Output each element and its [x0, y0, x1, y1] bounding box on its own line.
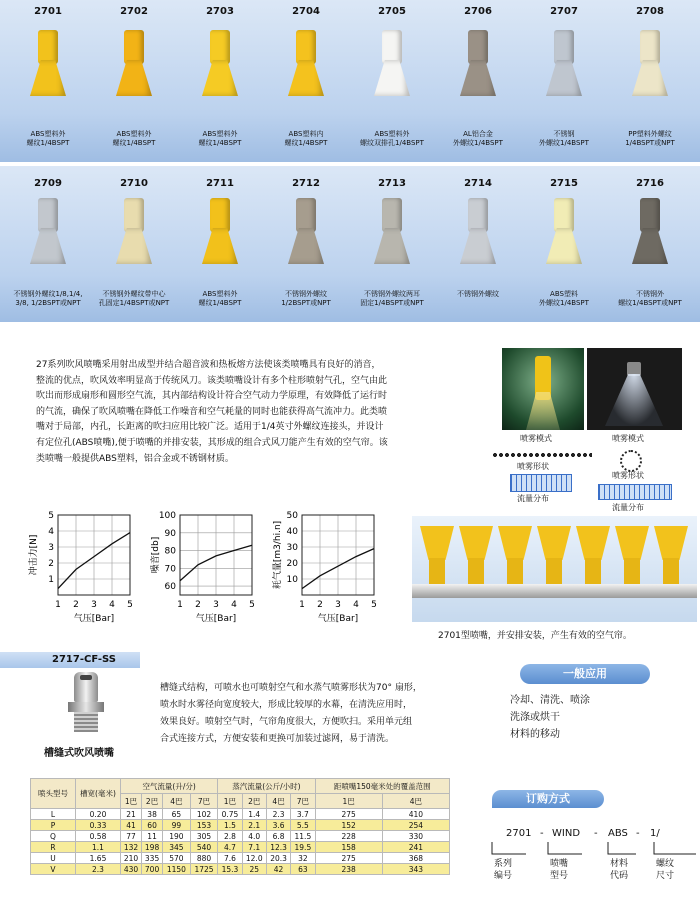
product-caption: ABS塑料外 [116, 130, 152, 138]
x-tick-label: 2 [195, 600, 201, 610]
product-caption: ABS塑料 [550, 290, 578, 298]
table-cell: 99 [163, 820, 191, 831]
table-cell: 2.8 [218, 831, 242, 842]
table-cell: 15.3 [218, 864, 242, 875]
intro-line: 整流的优点，吹风效率明显高于传统风刀。该类喷嘴设计有多个柱形喷射气孔，空气由此 [36, 375, 388, 386]
product-caption: 1/2BSPT或NPT [281, 299, 331, 307]
table-cell: 880 [190, 853, 218, 864]
product-code: 2713 [378, 178, 406, 189]
slot-nozzle-image [66, 672, 106, 732]
product-code: 2705 [378, 6, 406, 17]
nozzle-image [636, 30, 664, 100]
product-code: 2709 [34, 178, 62, 189]
nozzle-image [636, 198, 664, 268]
product-2705 [350, 6, 434, 156]
product-caption: 不锈钢外 [636, 290, 664, 298]
spray-shape-label-right: 喷雾形状 [612, 471, 644, 480]
table-cell: 700 [142, 864, 163, 875]
table-cell: 6.8 [266, 831, 290, 842]
y-tick-label: 90 [164, 528, 176, 539]
table-cell: 12.0 [242, 853, 266, 864]
product-caption: 螺纹1/4BSPT或NPT [618, 299, 682, 307]
table-cell: 190 [163, 831, 191, 842]
y-tick-label: 40 [286, 527, 298, 537]
table-cell: 1150 [163, 864, 191, 875]
table-cell: 2.3 [76, 864, 121, 875]
model-number: 2717-CF-SS [52, 654, 116, 665]
table-row [31, 820, 450, 831]
intro-line: 有定位孔(ABS喷嘴),便于喷嘴的并排安装，其形成的组合式风刀能产生有效的空气帘。该 [36, 437, 388, 448]
product-caption: 螺纹1/4BSPT [112, 139, 156, 147]
product-2701 [6, 6, 90, 156]
y-axis-label: 噪音[db] [151, 536, 161, 574]
table-cell: 3.7 [291, 809, 315, 820]
product-caption: 螺纹双排孔1/4BSPT [360, 139, 424, 147]
x-axis-label: 气压[Bar] [317, 614, 359, 624]
application-item: 洗涤或烘干 [510, 712, 560, 723]
product-caption: 螺纹1/4BSPT [284, 139, 328, 147]
table-cell: L [31, 809, 76, 820]
slot-line: 效果良好。喷射空气时，气帘角度很大，方便吹扫。采用单元组 [160, 717, 413, 727]
table-cell: R [31, 842, 76, 853]
table-cell: 19.5 [291, 842, 315, 853]
table-cell: 0.20 [76, 809, 121, 820]
product-2716 [608, 178, 692, 328]
table-cell: 3.6 [266, 820, 290, 831]
row-nozzle [498, 526, 532, 584]
slot-line: 槽缝式结构，可喷水也可喷射空气和水蒸气喷雾形状为70° 扇形， [160, 683, 422, 693]
col-header-coverage: 距喷嘴150毫米处的覆盖范围 [315, 779, 449, 794]
table-cell: 132 [121, 842, 142, 853]
table-cell: 1.1 [76, 842, 121, 853]
product-caption: 不锈钢 [553, 130, 575, 138]
nozzle-image [464, 30, 492, 100]
row-nozzle [459, 526, 493, 584]
y-tick-label: 70 [164, 564, 176, 575]
y-tick-label: 100 [158, 511, 176, 521]
product-caption: ABS塑料内 [288, 130, 324, 138]
order-material: ABS [608, 828, 628, 839]
product-caption: 螺纹1/4BSPT [198, 139, 242, 147]
table-cell: 410 [382, 809, 449, 820]
table-cell: 241 [382, 842, 449, 853]
table-cell: 275 [315, 853, 382, 864]
x-tick-label: 1 [177, 600, 183, 610]
table-cell: 4.0 [242, 831, 266, 842]
product-2709 [6, 178, 90, 328]
intro-line: 类喷嘴一般提供ABS塑料，铝合金或不锈钢材质。 [36, 453, 234, 464]
x-tick-label: 4 [353, 600, 359, 610]
flow-distribution-grid-right [598, 484, 672, 500]
y-tick-label: 5 [48, 511, 54, 521]
table-cell: 41 [121, 820, 142, 831]
table-cell: 152 [315, 820, 382, 831]
product-caption: 不锈钢外螺纹 [457, 290, 499, 298]
table-cell: 345 [163, 842, 191, 853]
table-cell: 7.1 [242, 842, 266, 853]
y-tick-label: 3 [48, 543, 54, 553]
table-cell: P [31, 820, 76, 831]
product-2706 [436, 6, 520, 156]
product-caption: AL铝合金 [463, 130, 493, 138]
table-cell: V [31, 864, 76, 875]
product-caption: 外螺纹1/4BSPT [539, 299, 589, 307]
product-2703 [178, 6, 262, 156]
table-cell: 540 [190, 842, 218, 853]
order-model: WIND [552, 828, 581, 839]
x-tick-label: 5 [127, 600, 133, 610]
y-tick-label: 1 [48, 575, 54, 585]
col-header-type: 喷头型号 [31, 779, 76, 809]
table-cell: 38 [142, 809, 163, 820]
table-row [31, 864, 450, 875]
product-2707 [522, 6, 606, 156]
table-cell: 1.4 [242, 809, 266, 820]
slot-line: 喷水时水雾径向宽度较大，形成比较厚的水幕，在清洗应用时， [160, 700, 413, 710]
table-cell: 2.3 [266, 809, 290, 820]
row-install-photo [412, 516, 697, 622]
y-tick-label: 30 [286, 543, 298, 553]
nozzle-image [34, 198, 62, 268]
spray-mode-label-right: 喷雾模式 [612, 434, 644, 443]
product-caption: ABS塑料外 [202, 130, 238, 138]
y-tick-label: 80 [164, 546, 176, 557]
x-tick-label: 2 [317, 600, 323, 610]
row-nozzle [576, 526, 610, 584]
nozzle-image [464, 198, 492, 268]
nozzle-image [550, 198, 578, 268]
table-cell: 11 [142, 831, 163, 842]
col-header-steam: 蒸汽流量(公斤/小时) [218, 779, 315, 794]
table-cell: 343 [382, 864, 449, 875]
order-series: 2701 [506, 828, 532, 839]
product-2704 [264, 6, 348, 156]
table-cell: 20.3 [266, 853, 290, 864]
table-cell: 25 [242, 864, 266, 875]
product-code: 2707 [550, 6, 578, 17]
sub-header: 4巴 [163, 794, 191, 809]
y-tick-label: 10 [286, 575, 298, 585]
round-shape-circle [620, 450, 642, 472]
order-code-brackets [490, 842, 700, 858]
nozzle-image [378, 30, 406, 100]
spray-pattern-right-photo [587, 348, 682, 430]
application-item: 冷却、清洗、喷涂 [510, 695, 590, 706]
product-2702 [92, 6, 176, 156]
nozzle-image [34, 30, 62, 100]
intro-line: 嘴对于局部，内孔，长距离的吹扫应用比较广泛。适用于1/4英寸外螺纹连接头，并设计 [36, 422, 384, 433]
nozzle-image [292, 30, 320, 100]
product-caption: 3/8, 1/2BSPT或NPT [15, 299, 81, 307]
table-cell: 65 [163, 809, 191, 820]
table-cell: 0.75 [218, 809, 242, 820]
nozzle-image [378, 198, 406, 268]
nozzle-image [550, 30, 578, 100]
table-cell: 63 [291, 864, 315, 875]
col-header-slot: 槽宽(毫米) [76, 779, 121, 809]
table-cell: 228 [315, 831, 382, 842]
x-tick-label: 1 [299, 600, 305, 610]
sub-header: 4巴 [266, 794, 290, 809]
table-cell: 77 [121, 831, 142, 842]
product-code: 2715 [550, 178, 578, 189]
table-cell: 4.7 [218, 842, 242, 853]
product-2712 [264, 178, 348, 328]
product-caption: ABS塑料外 [374, 130, 410, 138]
nozzle-image [292, 198, 320, 268]
product-2710 [92, 178, 176, 328]
table-cell: 153 [190, 820, 218, 831]
table-cell: 0.58 [76, 831, 121, 842]
product-code: 2714 [464, 178, 492, 189]
product-code: 2712 [292, 178, 320, 189]
chart-3 [271, 511, 377, 624]
col-header-air: 空气流量(升/分) [121, 779, 218, 794]
table-cell: 102 [190, 809, 218, 820]
table-cell: Q [31, 831, 76, 842]
table-cell: 238 [315, 864, 382, 875]
product-code: 2703 [206, 6, 234, 17]
product-2714 [436, 178, 520, 328]
product-code: 2702 [120, 6, 148, 17]
y-tick-label: 50 [286, 511, 298, 521]
intro-line: 27系列吹风喷嘴采用射出成型并结合超音波和热板熔方法使该类喷嘴具有良好的消音， [36, 360, 381, 370]
table-cell: 335 [142, 853, 163, 864]
x-tick-label: 5 [371, 600, 377, 610]
y-axis-label: 冲击力[N] [29, 534, 39, 576]
nozzle-image [206, 198, 234, 268]
order-thread: 1/ [650, 828, 660, 839]
table-cell: 32 [291, 853, 315, 864]
product-caption: 不锈钢外螺纹带中心 [102, 290, 166, 298]
table-cell: 1.65 [76, 853, 121, 864]
chart-2 [149, 511, 255, 624]
sub-header: 2巴 [242, 794, 266, 809]
nozzle-image [206, 30, 234, 100]
performance-charts [0, 505, 410, 645]
y-tick-label: 4 [48, 527, 54, 537]
table-cell: 0.33 [76, 820, 121, 831]
product-code: 2711 [206, 178, 234, 189]
product-caption: 不锈钢外螺纹1/8,1/4, [13, 290, 83, 298]
table-cell: U [31, 853, 76, 864]
product-caption: 螺纹1/4BSPT [26, 139, 70, 147]
general-applications-list [510, 692, 590, 743]
table-cell: 1.5 [218, 820, 242, 831]
product-code: 2708 [636, 6, 664, 17]
product-2713 [350, 178, 434, 328]
photo-caption: 2701型喷嘴，并安排安装，产生有效的空气帘。 [438, 631, 632, 641]
x-tick-label: 3 [335, 600, 341, 610]
table-cell: 12.3 [266, 842, 290, 853]
x-tick-label: 2 [73, 600, 79, 610]
table-cell: 42 [266, 864, 290, 875]
product-caption: 孔固定1/4BSPT或NPT [98, 299, 170, 307]
x-axis-label: 气压[Bar] [195, 614, 237, 624]
x-tick-label: 5 [249, 600, 255, 610]
nozzle-image [120, 30, 148, 100]
table-cell: 11.5 [291, 831, 315, 842]
intro-line: 的气流，确保了吹风喷嘴在降低工作噪音和空气耗量的同时也能获得高气流冲力。此类喷 [36, 406, 388, 417]
sub-header: 1巴 [315, 794, 382, 809]
intro-line: 吹出而形成扇形和圆形空气流，其内部结构设计符合空气动力学原理，有效降低了运行时 [36, 391, 388, 402]
sub-header: 1巴 [218, 794, 242, 809]
product-caption: 不锈钢外螺纹两耳 [364, 290, 420, 298]
y-tick-label: 2 [48, 559, 54, 569]
product-2708 [608, 6, 692, 156]
x-tick-label: 1 [55, 600, 61, 610]
application-item: 材料的移动 [510, 729, 560, 740]
product-2715 [522, 178, 606, 328]
table-row [31, 842, 450, 853]
product-caption: ABS塑料外 [202, 290, 238, 298]
product-caption: 不锈钢外螺纹 [285, 290, 327, 298]
table-cell: 210 [121, 853, 142, 864]
table-cell: 198 [142, 842, 163, 853]
table-cell: 60 [142, 820, 163, 831]
fan-shape-dots [492, 452, 592, 458]
spray-mode-label-left: 喷雾模式 [520, 434, 552, 443]
table-row [31, 809, 450, 820]
y-axis-label: 耗气量[m3/hi.n] [273, 520, 283, 590]
product-caption: 1/4BSPT或NPT [625, 139, 675, 147]
product-caption: ABS塑料外 [30, 130, 66, 138]
slot-nozzle-name: 槽缝式吹风喷嘴 [44, 748, 114, 759]
row-nozzle [615, 526, 649, 584]
product-code: 2706 [464, 6, 492, 17]
product-code: 2710 [120, 178, 148, 189]
row-nozzle [654, 526, 688, 584]
table-cell: 7.6 [218, 853, 242, 864]
table-cell: 21 [121, 809, 142, 820]
product-code: 2701 [34, 6, 62, 17]
table-cell: 254 [382, 820, 449, 831]
sub-header: 7巴 [291, 794, 315, 809]
table-cell: 158 [315, 842, 382, 853]
slot-line: 合式连接方式，方便安装和更换可加装过滤网，易于清洗。 [160, 734, 395, 744]
table-cell: 330 [382, 831, 449, 842]
x-tick-label: 3 [213, 600, 219, 610]
row-nozzle [537, 526, 571, 584]
x-tick-label: 3 [91, 600, 97, 610]
product-caption: 固定1/4BSPT或NPT [360, 299, 424, 307]
sub-header: 7巴 [190, 794, 218, 809]
table-cell: 275 [315, 809, 382, 820]
product-caption: 外螺纹1/4BSPT [539, 139, 589, 147]
table-row [31, 831, 450, 842]
table-cell: 368 [382, 853, 449, 864]
slot-description [160, 680, 500, 748]
x-tick-label: 4 [231, 600, 237, 610]
x-tick-label: 4 [109, 600, 115, 610]
product-caption: 外螺纹1/4BSPT [453, 139, 503, 147]
table-cell: 1725 [190, 864, 218, 875]
ordering-heading: 订购方式 [492, 790, 604, 808]
sub-header: 2巴 [142, 794, 163, 809]
table-cell: 2.1 [242, 820, 266, 831]
sub-header: 1巴 [121, 794, 142, 809]
nozzle-image [120, 198, 148, 268]
x-axis-label: 气压[Bar] [73, 614, 115, 624]
product-code: 2716 [636, 178, 664, 189]
product-2711 [178, 178, 262, 328]
flow-distribution-grid-left [510, 474, 572, 492]
table-cell: 430 [121, 864, 142, 875]
table-cell: 305 [190, 831, 218, 842]
row-nozzle [420, 526, 454, 584]
spray-pattern-left-photo [502, 348, 584, 430]
intro-paragraph [36, 358, 446, 467]
y-tick-label: 60 [164, 582, 176, 593]
table-cell: 5.5 [291, 820, 315, 831]
spec-table [30, 778, 450, 875]
y-tick-label: 20 [286, 559, 298, 569]
table-cell: 570 [163, 853, 191, 864]
product-caption: 螺纹1/4BSPT [198, 299, 242, 307]
table-row [31, 853, 450, 864]
product-caption: PP塑料外螺纹 [628, 130, 672, 138]
flow-distribution-label-right: 流量分布 [612, 503, 644, 512]
chart-1 [27, 511, 133, 624]
sub-header: 4巴 [382, 794, 449, 809]
spray-shape-label-left: 喷雾形状 [517, 462, 549, 471]
general-applications-heading: 一般应用 [520, 664, 650, 684]
flow-distribution-label-left: 流量分布 [517, 494, 549, 503]
product-code: 2704 [292, 6, 320, 17]
